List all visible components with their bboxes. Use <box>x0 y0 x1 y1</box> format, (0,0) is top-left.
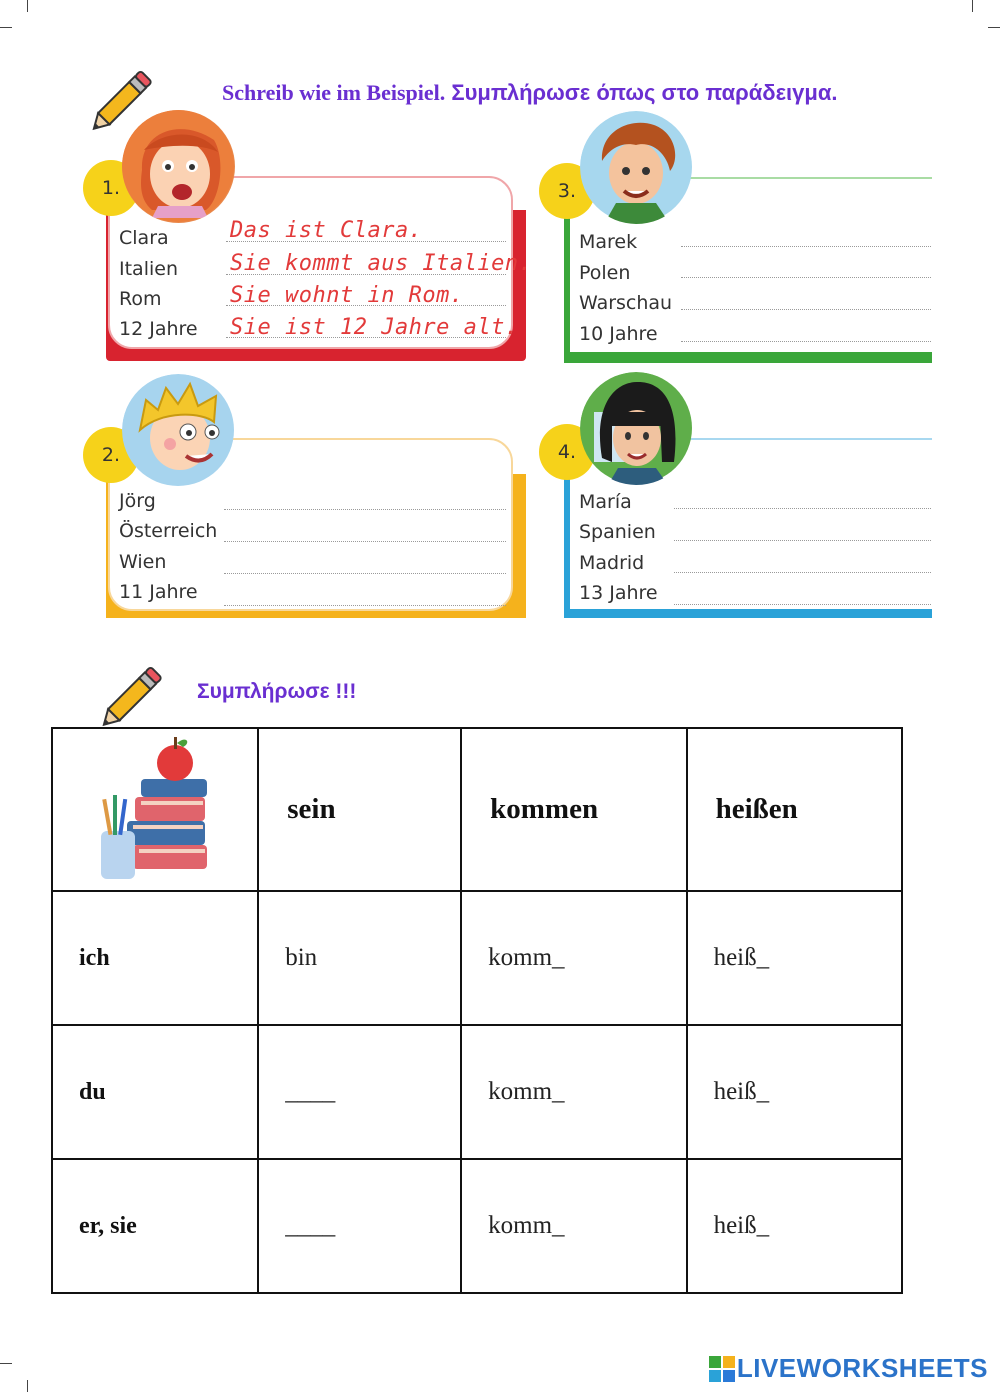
crop-mark <box>27 1380 28 1392</box>
card-2-line: Jörg <box>119 490 156 512</box>
verb-cell[interactable]: komm_ <box>461 1025 686 1159</box>
pronoun-cell: du <box>52 1025 258 1159</box>
card-4-bottom-bar <box>564 609 932 618</box>
answer-blank[interactable] <box>681 246 931 247</box>
card-number: 2. <box>83 427 139 483</box>
answer-blank[interactable] <box>674 572 931 573</box>
conjugation-table <box>51 727 903 1294</box>
books-apple-icon <box>91 735 231 885</box>
avatar-marek <box>580 111 693 224</box>
card-4-side-bar <box>564 470 570 618</box>
header-sein: sein <box>258 728 461 891</box>
card-4-line: Spanien <box>579 521 656 543</box>
answer-blank[interactable] <box>681 277 931 278</box>
liveworksheets-text: LIVEWORKSHEETS <box>736 1353 988 1383</box>
answer-blank[interactable] <box>681 341 931 342</box>
avatar-clara <box>122 110 235 223</box>
exercise1-instruction <box>222 80 837 106</box>
card-2-line: Österreich <box>119 520 218 542</box>
card-1-line: Clara <box>119 227 169 249</box>
answer-blank[interactable] <box>224 509 506 510</box>
verb-cell[interactable]: ____ <box>258 1159 461 1293</box>
card-2-line: 11 Jahre <box>119 581 198 603</box>
pencil-icon <box>102 662 168 728</box>
verb-cell[interactable]: komm_ <box>461 1159 686 1293</box>
example-answer: Sie ist 12 Jahre alt. <box>230 315 519 340</box>
example-answer: Das ist Clara. <box>230 218 423 243</box>
header-kommen: kommen <box>461 728 686 891</box>
card-3-line: 10 Jahre <box>579 323 658 345</box>
card-number: 4. <box>539 424 595 480</box>
avatar-joerg <box>122 374 235 487</box>
card-1-line: Italien <box>119 258 178 280</box>
avatar-maria <box>580 372 693 485</box>
table-row <box>52 1025 902 1159</box>
answer-blank[interactable] <box>674 604 931 605</box>
answer-blank[interactable] <box>674 508 931 509</box>
card-3-bottom-bar <box>564 352 932 363</box>
example-answer: Sie kommt aus Italien. <box>230 251 533 276</box>
pronoun-cell: ich <box>52 891 258 1025</box>
card-3-line: Warschau <box>579 292 673 314</box>
crop-mark <box>0 1363 12 1364</box>
verb-cell[interactable]: komm_ <box>461 891 686 1025</box>
answer-blank[interactable] <box>224 605 506 606</box>
liveworksheets-badge-icon <box>709 1356 735 1382</box>
card-number: 1. <box>83 160 139 216</box>
card-4-line: Madrid <box>579 552 645 574</box>
instruction-greek: Συμπλήρωσε όπως στο παράδειγμα. <box>451 80 838 105</box>
card-4-line: María <box>579 491 632 513</box>
table-corner-cell <box>52 728 258 891</box>
card-number: 3. <box>539 163 595 219</box>
verb-cell[interactable]: heiß_ <box>687 1159 902 1293</box>
exercise2-instruction: Συμπλήρωσε !!! <box>197 680 357 703</box>
pronoun-cell: er, sie <box>52 1159 258 1293</box>
card-3-side-bar <box>564 200 570 360</box>
answer-blank[interactable] <box>224 541 506 542</box>
table-row <box>52 1159 902 1293</box>
answer-blank[interactable] <box>681 309 931 310</box>
card-3-line: Marek <box>579 231 638 253</box>
card-3-top-line <box>690 177 932 179</box>
crop-mark <box>988 27 1000 28</box>
example-answer: Sie wohnt in Rom. <box>230 283 464 308</box>
table-header-row <box>52 728 902 891</box>
card-1-line: Rom <box>119 288 162 310</box>
card-1-line: 12 Jahre <box>119 318 198 340</box>
answer-blank[interactable] <box>224 573 506 574</box>
instruction-german: Schreib wie im Beispiel. <box>222 80 446 105</box>
card-4-top-line <box>690 438 932 440</box>
card-3-line: Polen <box>579 262 631 284</box>
verb-cell[interactable]: heiß_ <box>687 1025 902 1159</box>
answer-blank[interactable] <box>674 540 931 541</box>
table-row <box>52 891 902 1025</box>
crop-mark <box>0 27 12 28</box>
verb-cell[interactable]: heiß_ <box>687 891 902 1025</box>
verb-cell[interactable]: ____ <box>258 1025 461 1159</box>
liveworksheets-logo <box>709 1353 988 1384</box>
verb-cell: bin <box>258 891 461 1025</box>
card-2-line: Wien <box>119 551 167 573</box>
crop-mark <box>27 0 28 12</box>
card-4-line: 13 Jahre <box>579 582 658 604</box>
crop-mark <box>972 0 973 12</box>
header-heissen: heißen <box>687 728 902 891</box>
